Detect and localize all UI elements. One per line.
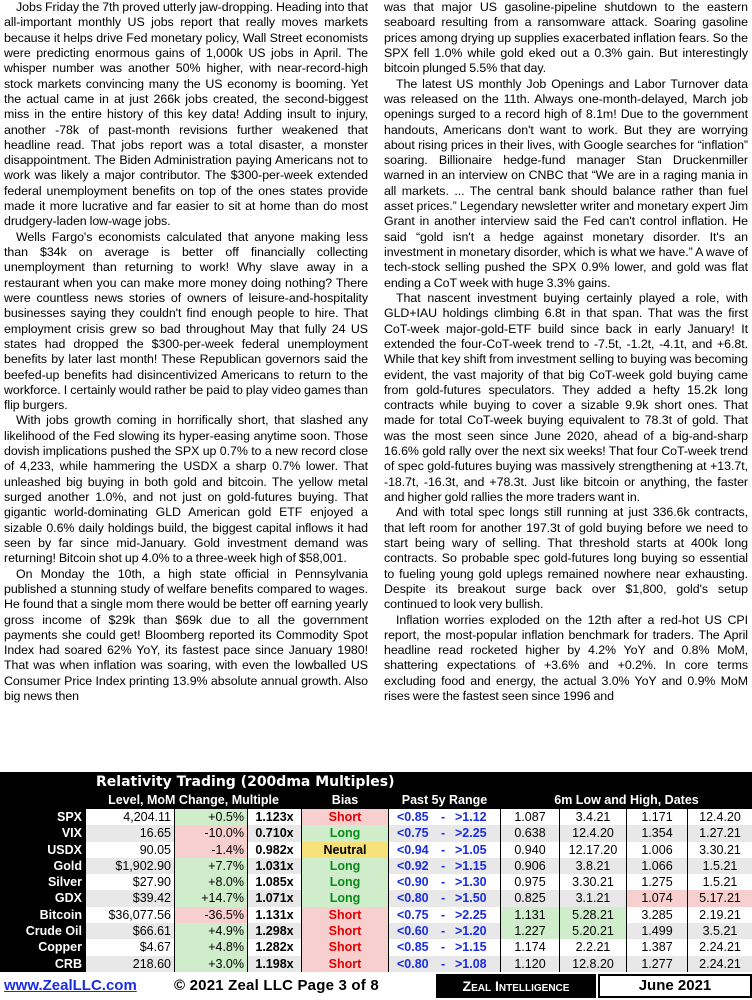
range-separator: - xyxy=(441,956,446,971)
table-row xyxy=(0,842,752,858)
six-month-high-date: 2.24.21 xyxy=(688,956,752,972)
table-row xyxy=(0,874,752,890)
range-low: <0.75 xyxy=(397,907,429,922)
mom-change: +8.0% xyxy=(175,874,247,890)
article-body xyxy=(4,0,748,770)
asset-name: Copper xyxy=(0,939,84,955)
multiple: 1.071x xyxy=(248,890,301,906)
range-high: >2.25 xyxy=(455,907,487,922)
range-low: <0.75 xyxy=(397,826,429,841)
multiple: 1.031x xyxy=(248,858,301,874)
range-low: <0.94 xyxy=(397,842,429,857)
table-row xyxy=(0,825,752,841)
header-bias: Bias xyxy=(331,793,359,807)
table-row xyxy=(0,890,752,906)
range-5y xyxy=(389,858,500,874)
asset-level: $36,077.56 xyxy=(86,907,174,923)
six-month-high: 1.171 xyxy=(627,809,687,825)
multiple: 1.282x xyxy=(248,939,301,955)
paragraph: Wells Fargo's economists calculated that anyone making less than $34k on average is better off financially collecting unemployment than returning to work! Why slave away in a restaurant when you can make more money doing nothing? There were countless news stories of owners of leisure-and-hospitality businesses saying they couldn't find enough people to hire. That employment crisis grew so bad throughout May that fully 24 US states had dropped the $300-per-week federal unemployment benefits by later last month! These Republican governors said the beefed-up benefits had disincentivized Americans to return to the workforce. I certainly would rather be paid to play video games than flip burgers. xyxy=(4,229,368,413)
range-separator: - xyxy=(441,907,446,922)
range-high: >1.15 xyxy=(455,858,487,873)
asset-name: CRB xyxy=(0,956,84,972)
six-month-high: 1.387 xyxy=(627,939,687,955)
mom-change: +14.7% xyxy=(175,890,247,906)
six-month-low-date: 3.4.21 xyxy=(560,809,626,825)
six-month-high: 1.066 xyxy=(627,858,687,874)
copyright-text: © 2021 Zeal LLC Page 3 of 8 xyxy=(174,977,379,994)
mom-change: +4.8% xyxy=(175,939,247,955)
six-month-low: 0.906 xyxy=(501,858,559,874)
left-column xyxy=(4,0,368,770)
six-month-high-date: 3.5.21 xyxy=(688,923,752,939)
six-month-high: 3.285 xyxy=(627,907,687,923)
six-month-high-date: 3.30.21 xyxy=(688,842,752,858)
multiple: 1.085x xyxy=(248,874,301,890)
asset-level: 16.65 xyxy=(86,825,174,841)
range-high: >1.50 xyxy=(455,891,487,906)
range-high: >2.25 xyxy=(455,826,487,841)
bias-label: Short xyxy=(302,907,388,923)
range-separator: - xyxy=(441,940,446,955)
range-separator: - xyxy=(441,875,446,890)
asset-level: $1,902.90 xyxy=(86,858,174,874)
range-high: >1.05 xyxy=(455,842,487,857)
asset-level: $66.61 xyxy=(86,923,174,939)
multiple: 1.198x xyxy=(248,956,301,972)
range-low: <0.80 xyxy=(397,956,429,971)
six-month-high-date: 1.5.21 xyxy=(688,858,752,874)
six-month-low-date: 12.17.20 xyxy=(560,842,626,858)
six-month-low: 1.120 xyxy=(501,956,559,972)
website-link[interactable]: www.ZealLLC.com xyxy=(4,977,137,994)
range-separator: - xyxy=(441,826,446,841)
six-month-low-date: 5.20.21 xyxy=(560,923,626,939)
six-month-high-date: 2.24.21 xyxy=(688,939,752,955)
six-month-high-date: 1.5.21 xyxy=(688,874,752,890)
asset-level: 218.60 xyxy=(86,956,174,972)
header-range: Past 5y Range xyxy=(401,793,488,807)
multiple: 1.298x xyxy=(248,923,301,939)
six-month-low-date: 3.1.21 xyxy=(560,890,626,906)
table-row xyxy=(0,956,752,972)
bias-label: Long xyxy=(302,825,388,841)
range-low: <0.85 xyxy=(397,940,429,955)
mom-change: +4.9% xyxy=(175,923,247,939)
bias-label: Short xyxy=(302,939,388,955)
bias-label: Short xyxy=(302,956,388,972)
range-low: <0.60 xyxy=(397,924,429,939)
header-lowhigh: 6m Low and High, Dates xyxy=(554,793,699,807)
six-month-high: 1.499 xyxy=(627,923,687,939)
multiple: 1.123x xyxy=(248,809,301,825)
paragraph: The latest US monthly Job Openings and Labor Turnover data was released on the 11th. Always one-month-delayed, March job openings surged to a record high of 8.1m! Due to the government handouts, Americans don't want to work. But they are worrying about rising prices in their lives, with Google searches for “inflation” soaring. Billionaire hedge-fund manager Stan Druckenmiller warned in an interview on CNBC that “We are in a raging mania in all markets. ... The central bank should balance rather than fuel asset prices.” Legendary newsletter writer and monetary expert Jim Grant in another interview said the Fed can't control inflation. He said “gold isn't a hedge against monetary disorder. It's an investment in monetary disorder, which is what we have.” A wave of tech-stock selling pushed the SPX 0.9% lower, and gold was flat ending a CoT week with huge 3.3% gains. xyxy=(384,76,748,290)
asset-name: GDX xyxy=(0,890,84,906)
multiple: 0.710x xyxy=(248,825,301,841)
brand-label: Zeal Intelligence xyxy=(436,974,596,998)
paragraph: That nascent investment buying certainly played a role, with GLD+IAU holdings climbing 6.8t in that span. That was the first CoT-week major-gold-ETF build since back in early January! It extended the four-CoT-week trend to -7.5t, -1.2t, -4.1t, and +6.8t. While that key shift from investment selling to buying was becoming evident, the vast majority of that big CoT-week gold buying came from gold-futures speculators. They added a hefty 15.2k long contracts while buying to cover a sizable 9.9k short ones. That made for total CoT-week buying equivalent to 78.3t of gold. That was the most seen since June 2020, ahead of a big-and-sharp 16.6% gold rally over the next six weeks! That four CoT-week trend of spec gold-futures buying was massively strengthening at +13.7t, -18.7t, -16.3t, and +78.3t. Just like bitcoin or anything, the faster and higher gold rallies the more traders want in. xyxy=(384,290,748,504)
six-month-low-date: 2.2.21 xyxy=(560,939,626,955)
multiple: 1.131x xyxy=(248,907,301,923)
six-month-low-date: 3.30.21 xyxy=(560,874,626,890)
asset-name: Bitcoin xyxy=(0,907,84,923)
six-month-high-date: 2.19.21 xyxy=(688,907,752,923)
range-high: >1.08 xyxy=(455,956,487,971)
six-month-low: 0.638 xyxy=(501,825,559,841)
asset-name: USDX xyxy=(0,842,84,858)
six-month-low: 0.940 xyxy=(501,842,559,858)
range-separator: - xyxy=(441,891,446,906)
paragraph: Jobs Friday the 7th proved utterly jaw-dropping. Heading into that all-important monthly US jobs report that really moves markets because it helps drive Fed monetary policy, Wall Street economists were predicting enormous gains of 1,000k US jobs in April. The whisper number was another 50% higher, with near-record-high stock markets convincing many the US economy is booming. Yet the actual came in at just 266k jobs created, the second-biggest miss in the entire history of this key data! Adding insult to injury, another -78k of past-month revisions further weakened that headline read. That jobs report was a total disaster, a monster disappointment. The Biden Administration paying Americans not to work was likely a major contributor. The $300-per-week extended federal unemployment benefits on top of the ones states provide made it more lucrative and far easier to sit at home than do most drudgery-laden low-wage jobs. xyxy=(4,0,368,229)
range-separator: - xyxy=(441,924,446,939)
six-month-low: 1.131 xyxy=(501,907,559,923)
asset-level: $27.90 xyxy=(86,874,174,890)
range-high: >1.15 xyxy=(455,940,487,955)
bias-label: Neutral xyxy=(302,842,388,858)
six-month-high-date: 1.27.21 xyxy=(688,825,752,841)
range-low: <0.92 xyxy=(397,858,429,873)
relativity-table xyxy=(0,772,752,972)
six-month-high-date: 5.17.21 xyxy=(688,890,752,906)
six-month-high: 1.354 xyxy=(627,825,687,841)
table-row xyxy=(0,923,752,939)
six-month-low: 0.975 xyxy=(501,874,559,890)
range-5y xyxy=(389,874,500,890)
range-5y xyxy=(389,842,500,858)
mom-change: -1.4% xyxy=(175,842,247,858)
paragraph: was that major US gasoline-pipeline shutdown to the eastern seaboard resulting from a ransomware attack. Soaring gasoline prices among drying up supplies exacerbated inflation fears. So the SPX fell 1.0% while gold eked out a 0.3% gain. But interestingly bitcoin plunged 5.5% that day. xyxy=(384,0,748,76)
multiple: 0.982x xyxy=(248,842,301,858)
range-5y xyxy=(389,923,500,939)
range-high: >1.20 xyxy=(455,924,487,939)
table-title: Relativity Trading (200dma Multiples) xyxy=(96,774,395,790)
asset-name: Silver xyxy=(0,874,84,890)
range-high: >1.30 xyxy=(455,875,487,890)
range-high: >1.12 xyxy=(455,810,487,824)
bias-label: Long xyxy=(302,874,388,890)
mom-change: +0.5% xyxy=(175,809,247,825)
range-low: <0.90 xyxy=(397,875,429,890)
table-row xyxy=(0,907,752,923)
six-month-high: 1.275 xyxy=(627,874,687,890)
range-low: <0.80 xyxy=(397,891,429,906)
table-rows xyxy=(0,809,752,972)
range-separator: - xyxy=(441,842,446,857)
asset-level: 4,204.11 xyxy=(86,809,174,825)
six-month-low-date: 12.4.20 xyxy=(560,825,626,841)
paragraph: Inflation worries exploded on the 12th after a red-hot US CPI report, the most-popular inflation benchmark for traders. The April headline read rocketed higher by 4.2% YoY and 0.8% MoM, shattering expectations of +3.6% and +0.2%. In core terms excluding food and energy, the actual 3.0% YoY and 0.9% MoM rises were the fastest seen since 1996 and xyxy=(384,612,748,704)
six-month-high: 1.006 xyxy=(627,842,687,858)
header-level: Level, MoM Change, Multiple xyxy=(108,793,279,807)
table-row xyxy=(0,858,752,874)
asset-level: $4.67 xyxy=(86,939,174,955)
bias-label: Long xyxy=(302,858,388,874)
mom-change: +7.7% xyxy=(175,858,247,874)
six-month-low: 0.825 xyxy=(501,890,559,906)
range-separator: - xyxy=(441,858,446,873)
paragraph: With jobs growth coming in horrifically short, that slashed any likelihood of the Fed slowing its hyper-easing anytime soon. Those dovish implications pushed the SPX up 0.7% to a new record close of 4,233, while hammering the USDX a sharp 0.7% lower. That unleashed big buying in both gold and bitcoin. The yellow metal surged another 1.0%, and not just on gold-futures buying. That gigantic world-dominating GLD American gold ETF enjoyed a sizable 0.6% daily holdings build, the biggest capital inflows it had seen by far since mid-January. Gold investment demand was returning! Bitcoin shot up 4.0% to a three-week high of $58,001. xyxy=(4,413,368,566)
six-month-low: 1.227 xyxy=(501,923,559,939)
range-low: <0.85 xyxy=(397,810,429,824)
asset-name: SPX xyxy=(0,809,84,825)
six-month-high: 1.277 xyxy=(627,956,687,972)
bias-label: Long xyxy=(302,890,388,906)
range-separator: - xyxy=(441,810,446,824)
right-column xyxy=(384,0,748,770)
six-month-low: 1.174 xyxy=(501,939,559,955)
range-5y xyxy=(389,809,500,825)
page-footer xyxy=(0,974,752,1000)
six-month-low: 1.087 xyxy=(501,809,559,825)
bias-label: Short xyxy=(302,923,388,939)
six-month-low-date: 12.8.20 xyxy=(560,956,626,972)
bias-label: Short xyxy=(302,809,388,825)
asset-level: 90.05 xyxy=(86,842,174,858)
range-5y xyxy=(389,956,500,972)
range-5y xyxy=(389,825,500,841)
mom-change: -10.0% xyxy=(175,825,247,841)
paragraph: On Monday the 10th, a high state official in Pennsylvania published a stunning study of welfare benefits compared to wages. He found that a single mom there would be better off earning yearly gross income of $29k than $69k due to all the government payments she could get! Bloomberg reported its Commodity Spot Index had soared 62% YoY, its fastest pace since January 1980! That was when inflation was soaring, with even the lowballed US Consumer Price Index printing 13.9% absolute annual growth. Also big news then xyxy=(4,566,368,704)
range-5y xyxy=(389,939,500,955)
asset-name: VIX xyxy=(0,825,84,841)
six-month-high: 1.074 xyxy=(627,890,687,906)
asset-name: Crude Oil xyxy=(0,923,84,939)
issue-date: June 2021 xyxy=(598,974,752,998)
range-5y xyxy=(389,907,500,923)
six-month-high-date: 12.4.20 xyxy=(688,809,752,825)
range-5y xyxy=(389,890,500,906)
asset-name: Gold xyxy=(0,858,84,874)
six-month-low-date: 3.8.21 xyxy=(560,858,626,874)
six-month-low-date: 5.28.21 xyxy=(560,907,626,923)
mom-change: -36.5% xyxy=(175,907,247,923)
mom-change: +3.0% xyxy=(175,956,247,972)
table-row xyxy=(0,809,752,825)
asset-level: $39.42 xyxy=(86,890,174,906)
paragraph: And with total spec longs still running at just 336.6k contracts, that left room for another 197.3t of gold buying before we need to start being wary of selling. That threshold starts at 400k long contracts. So probable spec gold-futures long buying so essential to fueling young gold uplegs remained nowhere near exhausting. Despite its breakout surge back over $1,800, gold's setup continued to look very bullish. xyxy=(384,505,748,612)
table-row xyxy=(0,939,752,955)
